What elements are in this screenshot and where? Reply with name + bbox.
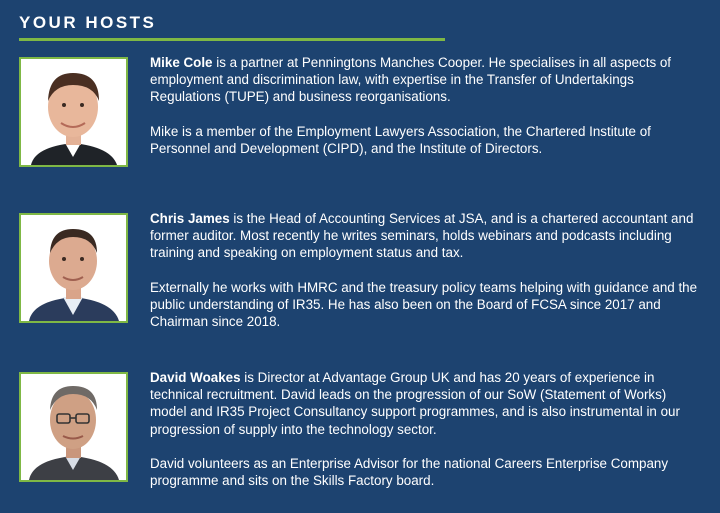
host-bio (150, 210, 698, 347)
host-bio (150, 54, 698, 174)
host-second-paragraph: Externally he works with HMRC and the treasury policy teams helping with guidance and the public understanding of IR35. He has also been on the Board of FCSA since 2017 and Chairman since 2018. (150, 279, 698, 330)
host-intro-paragraph (150, 54, 698, 106)
page-title: YOUR HOSTS (19, 13, 157, 32)
host-second-paragraph: Mike is a member of the Employment Lawyers Association, the Chartered Institute of Personnel and Development (CIPD), and the Institute of Directors. (150, 123, 651, 156)
host-name: Chris James (150, 211, 230, 226)
host-intro-text: is the Head of Accounting Services at JSA, and is a chartered accountant and former auditor. Most recently he writes seminars, holds webinars and podcasts including training and speaking on employment status and tax. (150, 211, 694, 261)
title-underline (19, 38, 445, 41)
host-name: David Woakes (150, 370, 241, 385)
portrait-photo-icon (21, 374, 126, 480)
host-intro-text: is Director at Advantage Group UK and has 20 years of experience in technical recruitment. David leads on the progression of our SoW (Statement of Works) model and IR35 Project Consultancy support programmes, and is also instrumental in our progression of supply into the technology sector. (150, 370, 680, 437)
host-photo (19, 213, 128, 323)
host-intro-paragraph (150, 210, 698, 262)
host-photo (19, 372, 128, 482)
host-intro-paragraph (150, 369, 698, 438)
host-photo (19, 57, 128, 167)
host-bio (150, 369, 698, 506)
host-intro-text: is a partner at Penningtons Manches Cooper. He specialises in all aspects of employment and discrimination law, with expertise in the Transfer of Undertakings Regulations (TUPE) and business reorganisations. (150, 55, 672, 105)
portrait-photo-icon (21, 59, 126, 165)
host-second-paragraph: David volunteers as an Enterprise Advisor for the national Careers Enterprise Company programme and sits on the Skills Factory board. (150, 455, 669, 489)
portrait-photo-icon (21, 215, 126, 321)
host-name: Mike Cole (150, 55, 213, 70)
